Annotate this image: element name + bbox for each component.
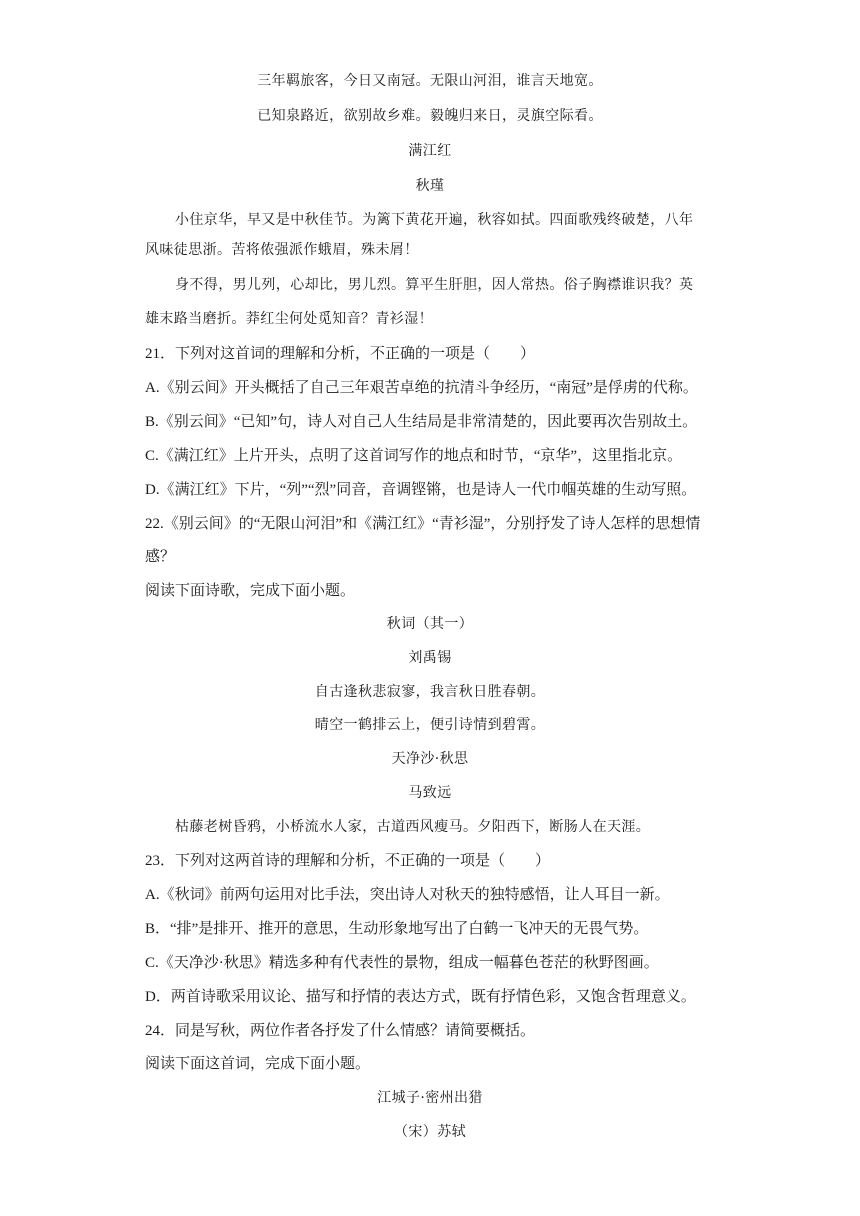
reading-instruction: 阅读下面这首词，完成下面小题。 — [145, 1056, 371, 1072]
poem-line: 三年羁旅客，今日又南冠。无限山河泪，谁言天地宽。 — [257, 73, 603, 89]
option-a: A.《别云间》开头概括了自己三年艰苦卓绝的抗清斗争经历，“南冠”是俘虏的代称。 — [145, 380, 698, 396]
poem-line: 晴空一鹤排云上，便引诗情到碧霄。 — [314, 717, 546, 733]
question-stem: 21．下列对这首词的理解和分析，不正确的一项是（ ） — [145, 346, 536, 362]
poem-author: 刘禹锡 — [408, 650, 452, 666]
option-c: C.《满江红》上片开头，点明了这首词写作的地点和时节，“京华”，这里指北京。 — [145, 448, 683, 464]
question-stem: 23．下列对这两首诗的理解和分析，不正确的一项是（ ） — [145, 853, 551, 869]
poem-title: 天净沙·秋思 — [391, 751, 469, 767]
option-c: C.《天净沙·秋思》精选多种有代表性的景物，组成一幅暮色苍茫的秋野图画。 — [145, 955, 659, 971]
poem-author: （宋）苏轼 — [394, 1124, 466, 1140]
poem-title: 满江红 — [408, 143, 452, 159]
poem-line: 自古逢秋悲寂寥，我言秋日胜春朝。 — [314, 684, 546, 700]
poem-stanza-line: 小住京华，早又是中秋佳节。为篱下黄花开遍，秋容如拭。四面歌残终破楚，八年 — [175, 212, 694, 228]
poem-line: 枯藤老树昏鸦，小桥流水人家，古道西风瘦马。夕阳西下，断肠人在天涯。 — [175, 819, 651, 835]
poem-author: 马致远 — [408, 785, 452, 801]
option-d: D．两首诗歌采用议论、描写和抒情的表达方式，既有抒情色彩，又饱含哲理意义。 — [145, 989, 696, 1005]
question-stem: 24．同是写秋，两位作者各抒发了什么情感？请简要概括。 — [145, 1023, 536, 1039]
option-a: A.《秋词》前两句运用对比手法，突出诗人对秋天的独特感悟，让人耳目一新。 — [145, 887, 670, 903]
poem-stanza-line: 风味徒思浙。苦将侬强派作蛾眉，殊未屑！ — [145, 242, 419, 258]
reading-instruction: 阅读下面诗歌，完成下面小题。 — [145, 583, 356, 599]
poem-stanza-line: 身不得，男儿列，心却比，男儿烈。算平生肝胆，因人常热。俗子胸襟谁识我？英 — [175, 277, 694, 293]
poem-stanza-line: 雄末路当磨折。莽红尘何处觅知音？青衫湿！ — [145, 311, 433, 327]
poem-line: 已知泉路近，欲别故乡难。毅魄归来日，灵旗空际看。 — [257, 108, 603, 124]
option-b: B．“排”是排开、推开的意思，生动形象地写出了白鹤一飞冲天的无畏气势。 — [145, 921, 649, 937]
question-stem-continued: 感？ — [145, 549, 176, 565]
poem-author: 秋瑾 — [415, 178, 445, 194]
question-stem: 22.《别云间》的“无限山河泪”和《满江红》“青衫湿”，分别抒发了诗人怎样的思想情 — [145, 516, 701, 532]
poem-title: 江城子·密州出猎 — [377, 1090, 483, 1106]
option-d: D.《满江红》下片，“列”“烈”同音，音调铿锵，也是诗人一代巾帼英雄的生动写照。 — [145, 482, 697, 498]
option-b: B.《别云间》“已知”句，诗人对自己人生结局是非常清楚的，因此要再次告别故土。 — [145, 414, 698, 430]
poem-title: 秋词（其一） — [386, 616, 474, 632]
